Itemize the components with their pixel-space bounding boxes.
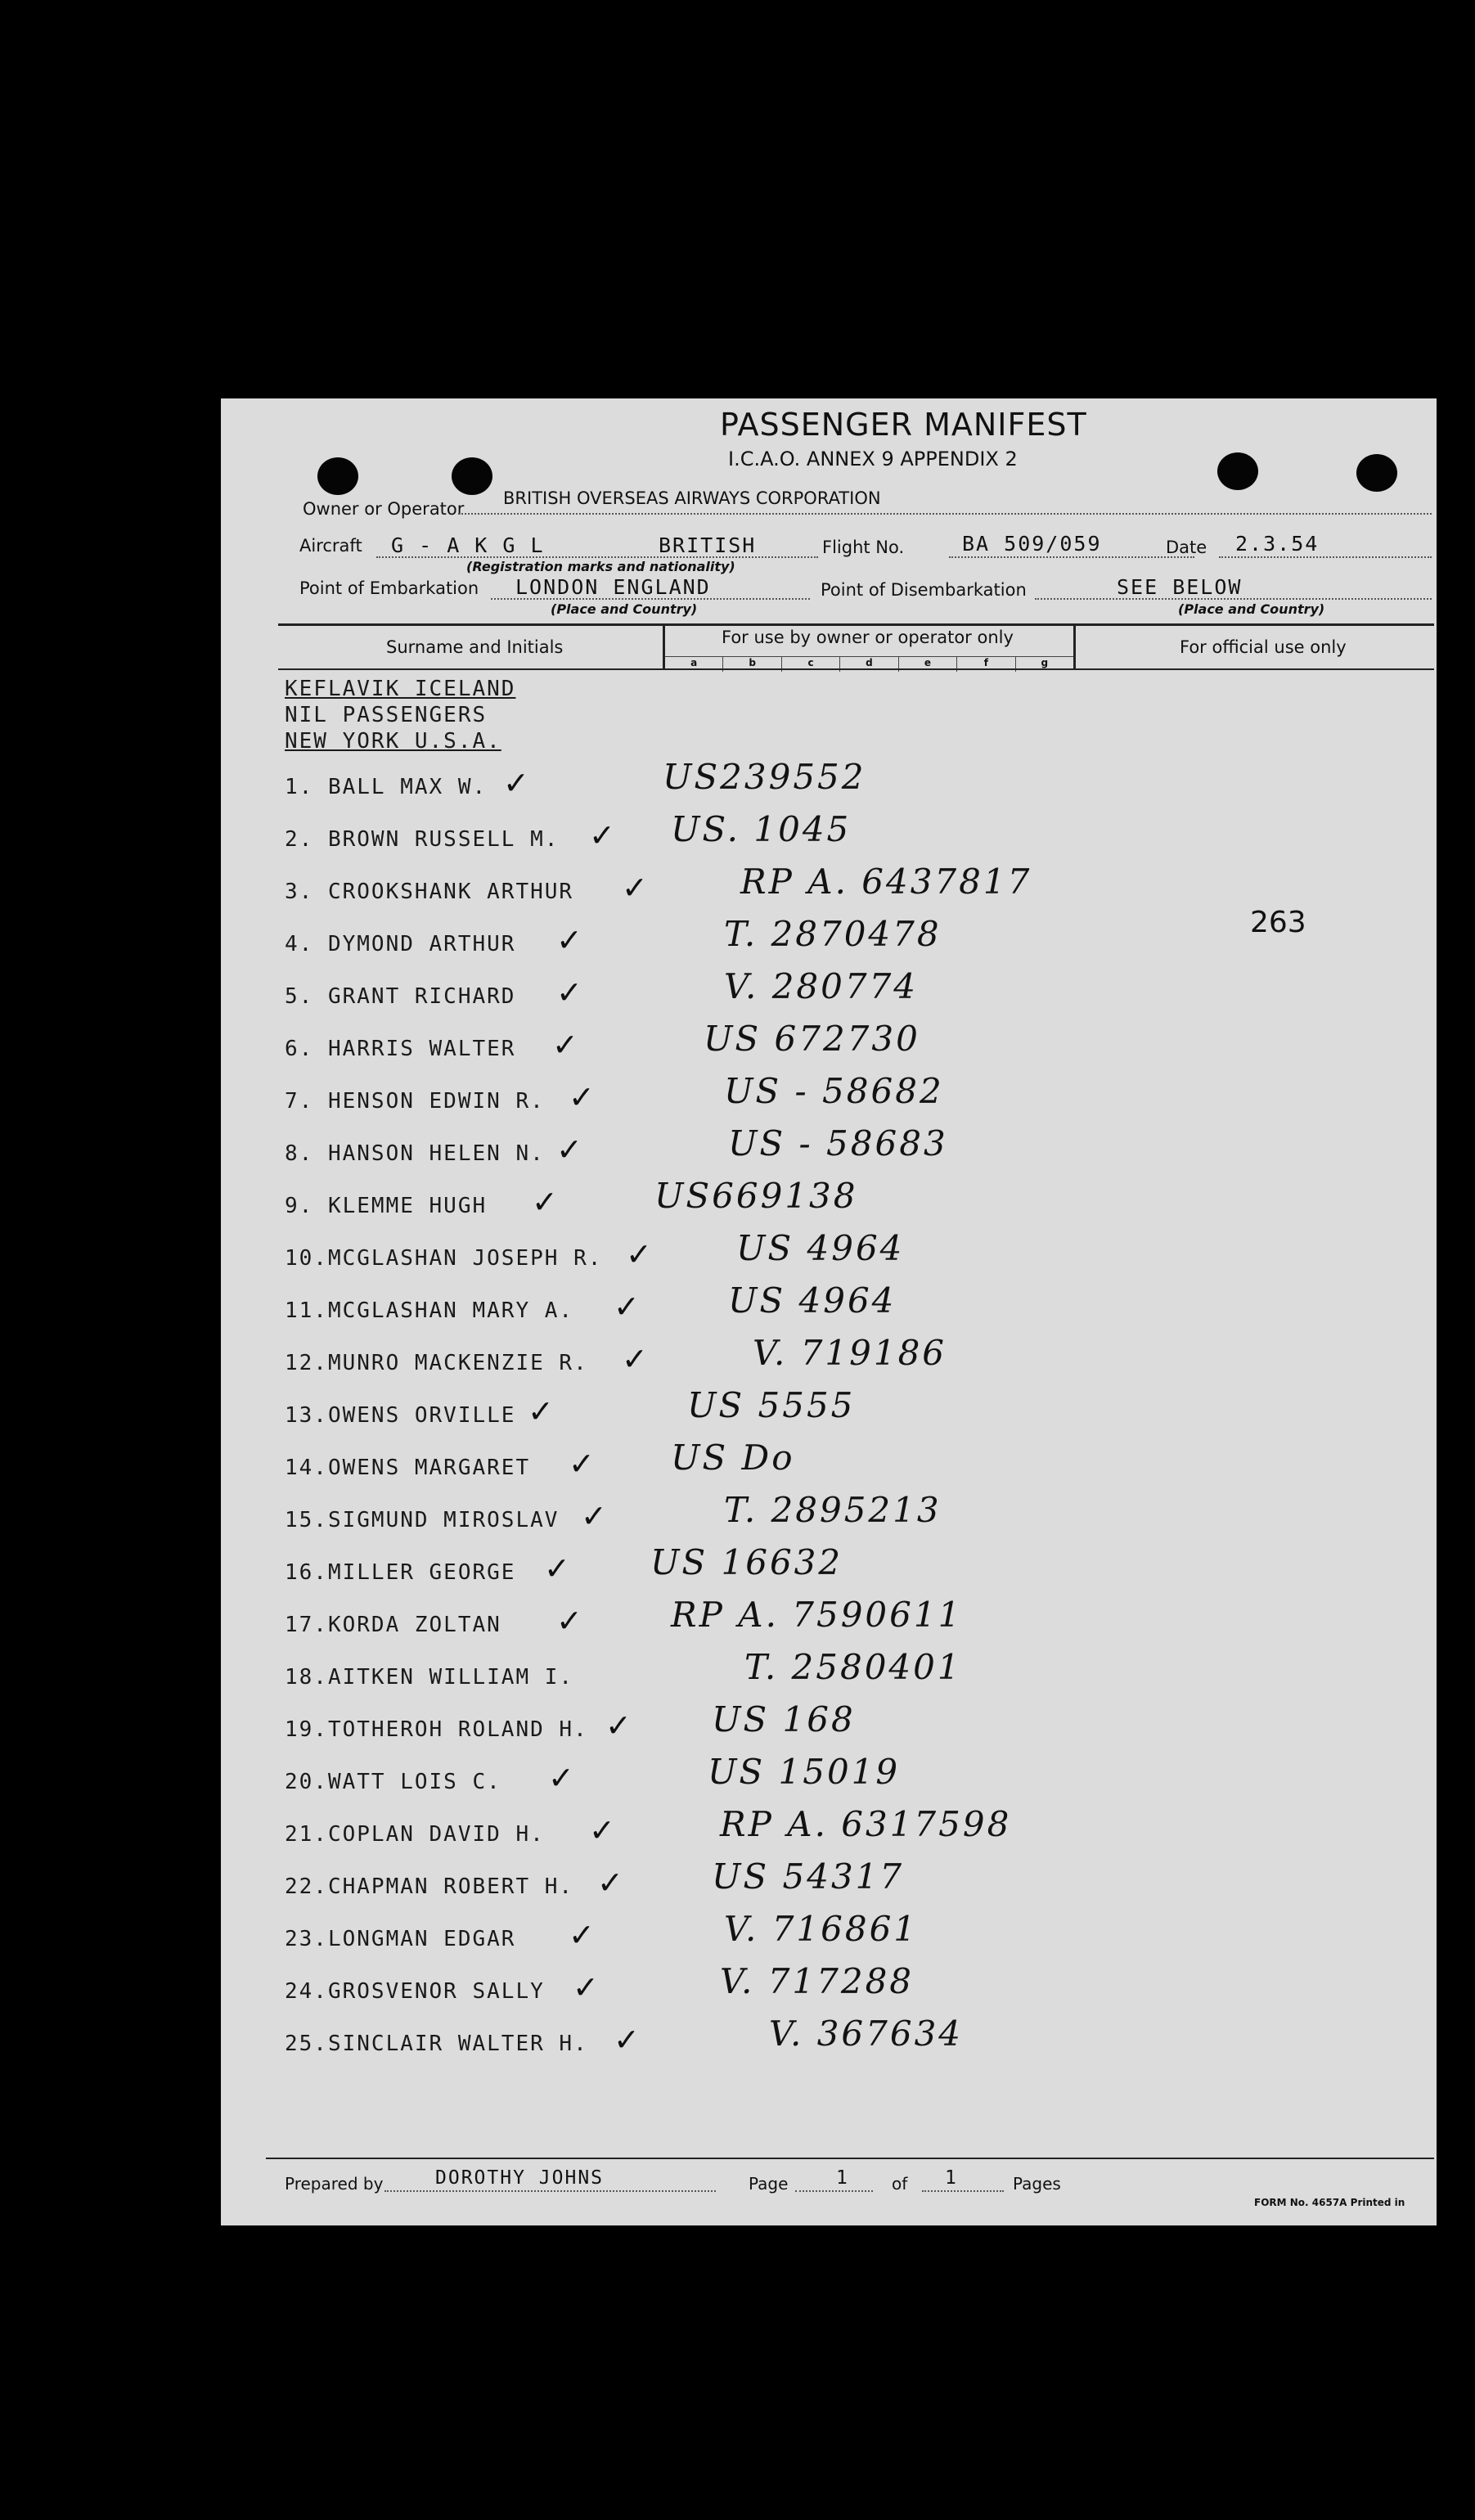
handwritten-reference: RP A. 6317598: [720, 1804, 1012, 1844]
check-mark-icon: ✓: [552, 1027, 578, 1063]
passenger-name: 12.MUNRO MACKENZIE R.: [285, 1351, 588, 1375]
passenger-name: 15.SIGMUND MIROSLAV: [285, 1508, 560, 1532]
check-mark-icon: ✓: [569, 1917, 595, 1953]
of-label: of: [892, 2174, 908, 2194]
aircraft-value: G - A K G L: [391, 533, 545, 557]
header-divider: [1073, 623, 1076, 668]
page-label: Page: [749, 2174, 789, 2194]
owner-dotline: [458, 513, 1432, 515]
check-mark-icon: ✓: [532, 1184, 558, 1220]
date-value: 2.3.54: [1235, 532, 1320, 556]
handwritten-reference: V. 716861: [724, 1909, 919, 1949]
handwritten-reference: US 4964: [736, 1228, 905, 1268]
handwritten-reference: V. 719186: [753, 1333, 947, 1373]
handwritten-reference: US - 58683: [728, 1123, 948, 1163]
handwritten-reference: US Do: [671, 1438, 795, 1478]
handwritten-reference: US 15019: [708, 1752, 901, 1792]
header-top-rule: [278, 623, 1434, 626]
aircraft-dotline: [376, 556, 818, 558]
form-number: FORM No. 4657A Printed in: [1254, 2197, 1405, 2208]
handwritten-reference: T. 2580401: [744, 1647, 962, 1687]
passenger-name: 22.CHAPMAN ROBERT H.: [285, 1874, 574, 1899]
passenger-name: 8. HANSON HELEN N.: [285, 1141, 545, 1166]
registration-note: (Registration marks and nationality): [466, 559, 735, 574]
handwritten-reference: US 4964: [728, 1280, 897, 1321]
handwritten-reference: V. 717288: [720, 1961, 915, 2001]
subcol-b: b: [723, 657, 781, 672]
passenger-name: 14.OWENS MARGARET: [285, 1456, 531, 1480]
check-mark-icon: ✓: [556, 1132, 582, 1168]
prepared-value: DOROTHY JOHNS: [435, 2167, 605, 2189]
handwritten-reference: US 168: [712, 1699, 856, 1739]
check-mark-icon: ✓: [605, 1708, 632, 1744]
check-mark-icon: ✓: [556, 974, 582, 1010]
check-mark-icon: ✓: [556, 1603, 582, 1639]
check-mark-icon: ✓: [589, 1812, 615, 1848]
prepared-label: Prepared by: [285, 2174, 384, 2194]
flight-dotline: [949, 556, 1194, 558]
handwritten-reference: RP A. 7590611: [671, 1595, 963, 1635]
passenger-name: 19.TOTHEROH ROLAND H.: [285, 1717, 588, 1742]
flight-label: Flight No.: [822, 538, 905, 557]
passenger-name: 21.COPLAN DAVID H.: [285, 1822, 545, 1847]
handwritten-reference: US 16632: [650, 1542, 843, 1582]
passenger-name: 17.KORDA ZOLTAN: [285, 1613, 501, 1637]
disembarkation-label: Point of Disembarkation: [821, 580, 1027, 600]
check-mark-icon: ✓: [544, 1550, 570, 1586]
check-mark-icon: ✓: [556, 922, 582, 958]
passenger-name: 13.OWENS ORVILLE: [285, 1403, 516, 1428]
disembarkation-dotline: [1035, 598, 1432, 600]
subcol-c: c: [782, 657, 840, 672]
nationality-value: BRITISH: [659, 533, 757, 557]
passenger-name: 16.MILLER GEORGE: [285, 1560, 516, 1585]
embarkation-label: Point of Embarkation: [299, 578, 479, 598]
handwritten-reference: US 5555: [687, 1385, 856, 1425]
handwritten-reference: US. 1045: [671, 809, 852, 849]
punch-hole: [452, 457, 492, 495]
passenger-name: 23.LONGMAN EDGAR: [285, 1927, 516, 1951]
check-mark-icon: ✓: [597, 1865, 623, 1901]
passenger-name: 5. GRANT RICHARD: [285, 984, 516, 1009]
handwritten-reference: US - 58682: [724, 1071, 944, 1111]
passenger-name: 20.WATT LOIS C.: [285, 1770, 501, 1794]
check-mark-icon: ✓: [569, 1446, 595, 1482]
owner-label: Owner or Operator: [303, 499, 465, 519]
subcol-a: a: [665, 657, 723, 672]
check-mark-icon: ✓: [569, 1079, 595, 1115]
handwritten-reference: US 672730: [704, 1019, 920, 1059]
subcol-e: e: [899, 657, 957, 672]
handwritten-reference: RP A. 6437817: [740, 862, 1032, 902]
handwritten-reference: US 54317: [712, 1856, 905, 1897]
header-bottom-rule: [278, 668, 1434, 670]
passenger-name: 9. KLEMME HUGH: [285, 1194, 488, 1218]
punch-hole: [317, 457, 358, 495]
check-mark-icon: ✓: [589, 817, 615, 853]
passenger-name: 7. HENSON EDWIN R.: [285, 1089, 545, 1114]
flight-value: BA 509/059: [962, 532, 1102, 556]
section-keflavik: KEFLAVIK ICELAND: [285, 677, 516, 701]
handwritten-reference: T. 2895213: [724, 1490, 942, 1530]
pages-label: Pages: [1013, 2174, 1061, 2194]
embarkation-value: LONDON ENGLAND: [515, 575, 711, 599]
check-mark-icon: ✓: [581, 1498, 607, 1534]
check-mark-icon: ✓: [503, 765, 529, 801]
col-surname-header: Surname and Initials: [386, 637, 564, 657]
check-mark-icon: ✓: [573, 1969, 599, 2005]
section-nil-passengers: NIL PASSENGERS: [285, 703, 488, 727]
col-official-header: For official use only: [1180, 637, 1347, 657]
punch-hole: [1356, 454, 1397, 492]
passenger-name: 11.MCGLASHAN MARY A.: [285, 1298, 574, 1323]
passenger-name: 18.AITKEN WILLIAM I.: [285, 1665, 574, 1690]
handwritten-reference: V. 280774: [724, 966, 919, 1006]
subcol-g: g: [1041, 657, 1049, 668]
check-mark-icon: ✓: [548, 1760, 574, 1796]
disembarkation-value: SEE BELOW: [1117, 575, 1243, 599]
date-dotline: [1219, 556, 1432, 558]
passenger-name: 10.MCGLASHAN JOSEPH R.: [285, 1246, 603, 1271]
subcol-f: f: [957, 657, 1015, 672]
subcol-d: d: [840, 657, 898, 672]
manifest-sheet: [221, 398, 1437, 2225]
check-mark-icon: ✓: [622, 1341, 648, 1377]
passenger-name: 1. BALL MAX W.: [285, 775, 488, 799]
check-mark-icon: ✓: [614, 2022, 640, 2058]
embarkation-dotline: [491, 598, 810, 600]
col-owner-header: For use by owner or operator only: [722, 628, 1014, 647]
check-mark-icon: ✓: [626, 1236, 652, 1272]
passenger-name: 24.GROSVENOR SALLY: [285, 1979, 545, 2004]
handwritten-reference: T. 2870478: [724, 914, 942, 954]
page-dotline: [795, 2190, 873, 2192]
handwritten-reference: US239552: [663, 757, 866, 797]
page-value: 1: [836, 2167, 849, 2189]
handwritten-reference: US669138: [654, 1176, 858, 1216]
disembarkation-place-note: (Place and Country): [1178, 601, 1325, 617]
of-dotline: [922, 2190, 1004, 2192]
passenger-name: 6. HARRIS WALTER: [285, 1037, 516, 1061]
passenger-name: 4. DYMOND ARTHUR: [285, 932, 516, 956]
punch-hole: [1217, 452, 1258, 490]
prepared-dotline: [384, 2190, 716, 2192]
passenger-name: 3. CROOKSHANK ARTHUR: [285, 880, 574, 904]
handwritten-reference: V. 367634: [769, 2014, 964, 2054]
section-new-york: NEW YORK U.S.A.: [285, 729, 501, 754]
form-subtitle: I.C.A.O. ANNEX 9 APPENDIX 2: [728, 448, 1018, 470]
passenger-name: 25.SINCLAIR WALTER H.: [285, 2032, 588, 2056]
margin-number: 263: [1250, 906, 1306, 939]
check-mark-icon: ✓: [614, 1289, 640, 1325]
date-label: Date: [1166, 538, 1207, 557]
of-value: 1: [945, 2167, 958, 2189]
check-mark-icon: ✓: [622, 870, 648, 906]
embarkation-place-note: (Place and Country): [551, 601, 698, 617]
owner-value: BRITISH OVERSEAS AIRWAYS CORPORATION: [503, 488, 881, 508]
footer-rule: [266, 2158, 1434, 2159]
passenger-name: 2. BROWN RUSSELL M.: [285, 827, 560, 852]
check-mark-icon: ✓: [528, 1393, 554, 1429]
aircraft-label: Aircraft: [299, 536, 362, 556]
form-title: PASSENGER MANIFEST: [720, 407, 1087, 443]
